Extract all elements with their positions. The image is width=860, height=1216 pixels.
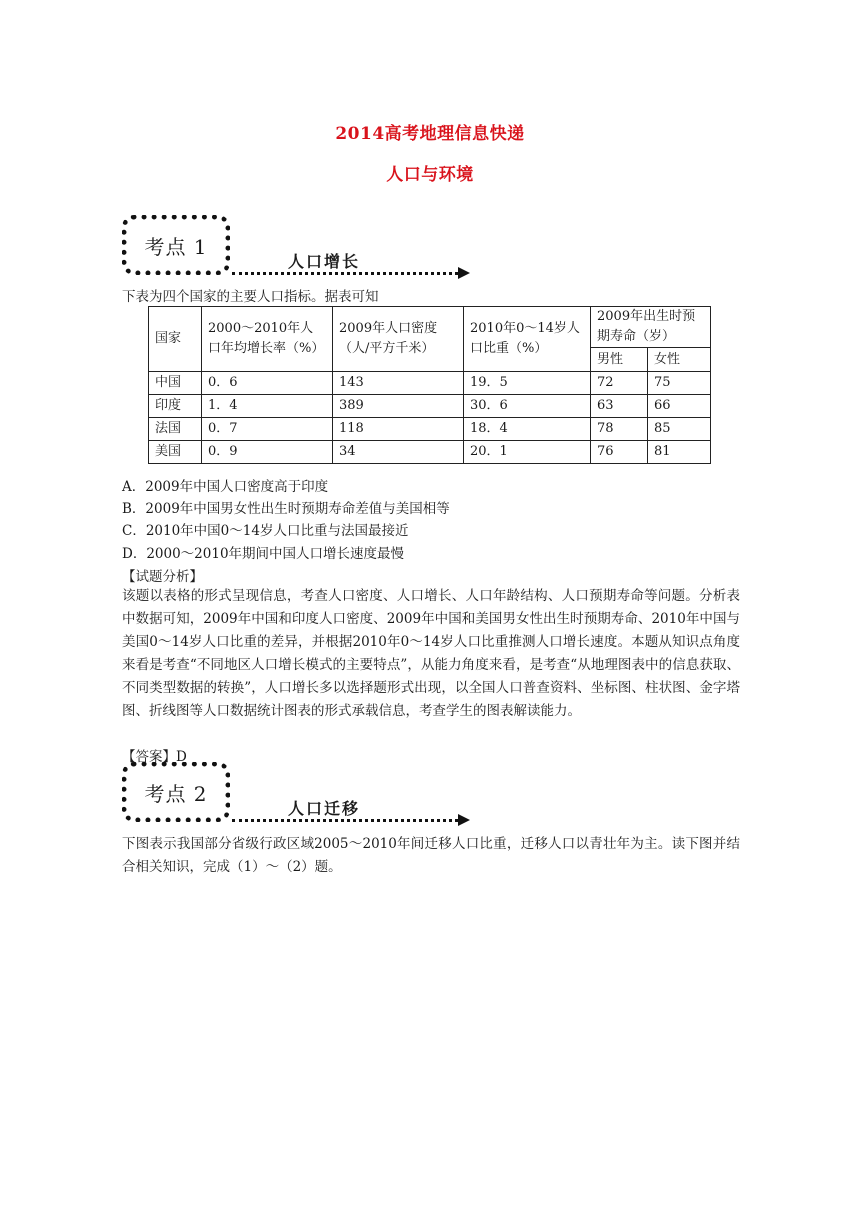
dotted-arrow-icon: [232, 272, 458, 275]
cell-density: 389: [333, 395, 464, 418]
cell-density: 34: [333, 441, 464, 464]
cell-male: 63: [591, 395, 648, 418]
cell-ratio: 20．1: [464, 441, 591, 464]
question-intro: 下表为四个国家的主要人口指标。据表可知: [122, 289, 379, 305]
cell-male: 72: [591, 372, 648, 395]
cell-density: 118: [333, 418, 464, 441]
topic-title-1: 人口增长: [288, 252, 361, 271]
option-c: C．2010年中国0～14岁人口比重与法国最接近: [122, 523, 409, 539]
cell-female: 81: [648, 441, 711, 464]
answer-text: 【答案】D: [122, 749, 187, 765]
population-table: [148, 306, 711, 464]
document-subtitle: 人口与环境: [386, 165, 474, 185]
header-male: 男性: [591, 348, 648, 372]
option-d: D．2000～2010年期间中国人口增长速度最慢: [122, 546, 405, 562]
header-ratio: 2010年0～14岁人口比重（%）: [464, 307, 591, 372]
header-life-expectancy: 2009年出生时预期寿命（岁）: [591, 307, 711, 348]
header-density: 2009年人口密度（人/平方千米）: [333, 307, 464, 372]
table-row: [149, 395, 711, 418]
topic-title-2: 人口迁移: [288, 799, 361, 818]
cell-country: 印度: [149, 395, 202, 418]
cell-male: 76: [591, 441, 648, 464]
cell-ratio: 30．6: [464, 395, 591, 418]
header-female: 女性: [648, 348, 711, 372]
header-country: 国家: [149, 307, 202, 372]
cell-ratio: 18．4: [464, 418, 591, 441]
option-a: A．2009年中国人口密度高于印度: [122, 479, 329, 495]
table-row: [149, 372, 711, 395]
header-growth: 2000～2010年人口年均增长率（%）: [202, 307, 333, 372]
cell-female: 75: [648, 372, 711, 395]
cell-male: 78: [591, 418, 648, 441]
question-2-intro: 下图表示我国部分省级行政区域2005～2010年间迁移人口比重，迁移人口以青壮年为主。读下图并结合相关知识，完成（1）～（2）题。: [122, 836, 740, 875]
cell-growth: 1．4: [202, 395, 333, 418]
cell-growth: 0．6: [202, 372, 333, 395]
topic-badge-2: 考点 2: [122, 762, 230, 822]
cell-female: 66: [648, 395, 711, 418]
document-title: 2014高考地理信息快递: [335, 124, 525, 144]
dotted-arrow-icon: [232, 819, 458, 822]
cell-country: 法国: [149, 418, 202, 441]
topic-badge-1: 考点 1: [122, 215, 230, 275]
table-row: [149, 441, 711, 464]
analysis-heading: 【试题分析】: [122, 569, 203, 585]
table-row: [149, 418, 711, 441]
cell-country: 美国: [149, 441, 202, 464]
cell-ratio: 19．5: [464, 372, 591, 395]
cell-density: 143: [333, 372, 464, 395]
cell-growth: 0．9: [202, 441, 333, 464]
cell-growth: 0．7: [202, 418, 333, 441]
cell-female: 85: [648, 418, 711, 441]
analysis-text: 该题以表格的形式呈现信息，考查人口密度、人口增长、人口年龄结构、人口预期寿命等问题。分析表中数据可知，2009年中国和印度人口密度、2009年中国和美国男女性出生时预期寿命、2010年中国与美国0～14岁人口比重的差异，并根据2010年0～14岁人口比重推测人口增长速度。本题从知识点角度来看是考查“不同地区人口增长模式的主要特点”，从能力角度来看，是考查“从地理图表中的信息获取、不同类型数据的转换”，人口增长多以选择题形式出现，以全国人口普查资料、坐标图、柱状图、金字塔图、折线图等人口数据统计图表的形式承载信息，考查学生的图表解读能力。: [122, 588, 740, 719]
cell-country: 中国: [149, 372, 202, 395]
option-b: B．2009年中国男女性出生时预期寿命差值与美国相等: [122, 501, 450, 517]
